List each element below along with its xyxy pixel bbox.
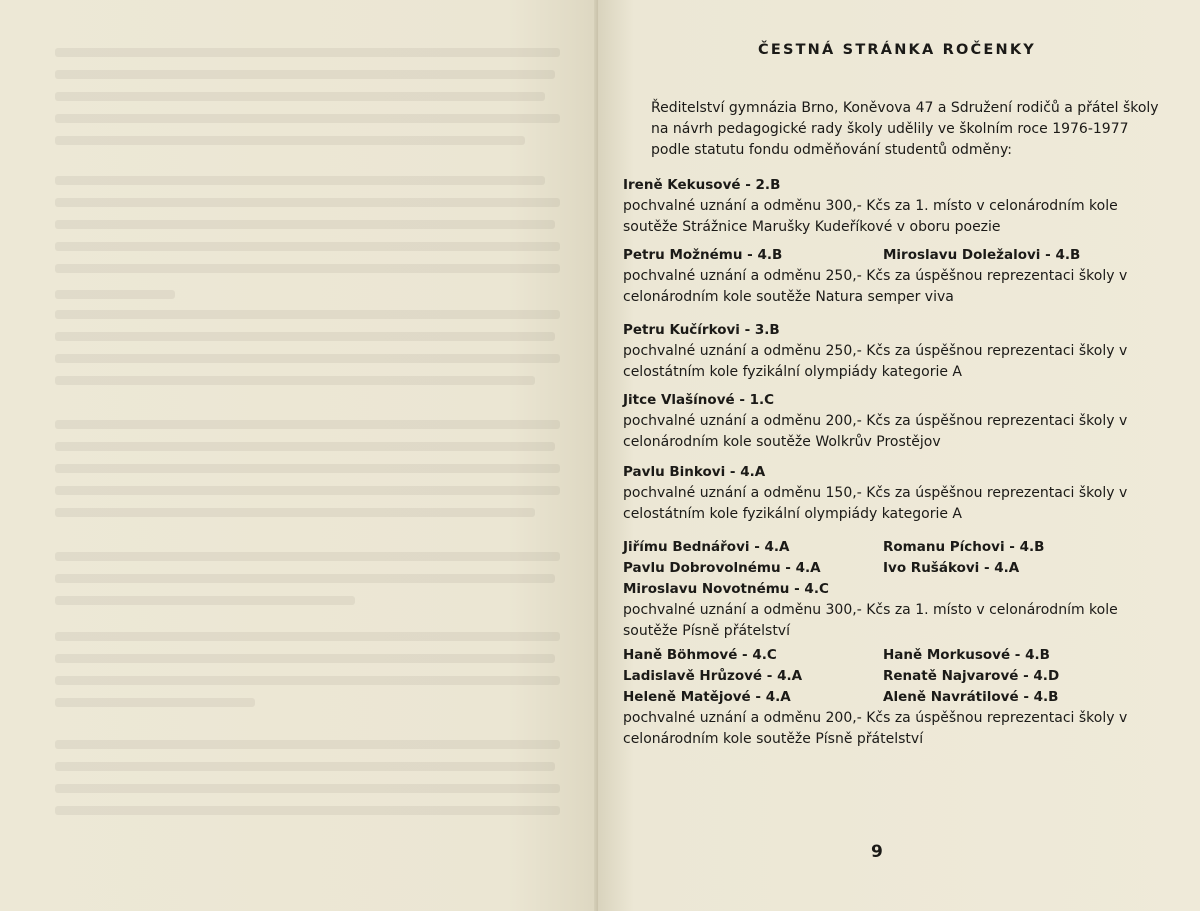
award-text: pochvalné uznání a odměnu 300,- Kčs za 1. místo v celonárodním kole soutěže Strážnice Marušky Kudeříkové v oboru poezie xyxy=(623,198,1118,235)
award-text: pochvalné uznání a odměnu 300,- Kčs za 1. místo v celonárodním kole soutěže Písně přátelství xyxy=(623,602,1118,639)
award-recipient: Petru Kučírkovi - 3.B xyxy=(623,322,780,338)
award-entry xyxy=(623,390,1163,453)
award-text: pochvalné uznání a odměnu 150,- Kčs za úspěšnou reprezentaci školy v celostátním kole fyzikální olympiády kategorie A xyxy=(623,485,1128,522)
award-recipient: Miroslavu Novotnému - 4.C xyxy=(623,581,829,597)
award-entry xyxy=(623,175,1163,238)
award-entry xyxy=(623,245,1163,308)
award-recipient: Miroslavu Doležalovi - 4.B xyxy=(883,247,1081,263)
award-entry xyxy=(623,462,1163,525)
award-text: pochvalné uznání a odměnu 200,- Kčs za úspěšnou reprezentaci školy v celonárodním kole soutěže Písně přátelství xyxy=(623,710,1128,747)
award-text: pochvalné uznání a odměnu 250,- Kčs za úspěšnou reprezentaci školy v celonárodním kole soutěže Natura semper viva xyxy=(623,268,1128,305)
award-text: pochvalné uznání a odměnu 250,- Kčs za úspěšnou reprezentaci školy v celostátním kole fyzikální olympiády kategorie A xyxy=(623,343,1128,380)
page-title: ČESTNÁ STRÁNKA ROČENKY xyxy=(758,42,1036,58)
award-recipient: Jiřímu Bednářovi - 4.A xyxy=(623,539,790,555)
award-recipient: Petru Možnému - 4.B xyxy=(623,247,783,263)
award-recipient: Aleně Navrátilové - 4.B xyxy=(883,689,1059,705)
award-entry xyxy=(623,645,1163,750)
award-recipient: Ireně Kekusové - 2.B xyxy=(623,177,781,193)
award-recipient: Romanu Píchovi - 4.B xyxy=(883,539,1045,555)
award-recipient: Ladislavě Hrůzové - 4.A xyxy=(623,668,803,684)
left-page xyxy=(0,0,598,911)
award-entry xyxy=(623,537,1163,642)
award-recipient: Haně Morkusové - 4.B xyxy=(883,647,1050,663)
award-recipient: Pavlu Dobrovolnému - 4.A xyxy=(623,560,821,576)
intro-text: Ředitelství gymnázia Brno, Koněvova 47 a Sdružení rodičů a přátel školy na návrh pedagogické rady školy udělily ve školním roce 1976-1977 podle statutu fondu odměňování studentů odměny: xyxy=(651,100,1159,158)
award-entry xyxy=(623,320,1163,383)
award-recipient: Heleně Matějové - 4.A xyxy=(623,689,791,705)
intro-paragraph xyxy=(623,98,1163,161)
award-recipient: Haně Böhmové - 4.C xyxy=(623,647,777,663)
award-recipient: Renatě Najvarové - 4.D xyxy=(883,668,1060,684)
award-text: pochvalné uznání a odměnu 200,- Kčs za úspěšnou reprezentaci školy v celonárodním kole soutěže Wolkrův Prostějov xyxy=(623,413,1128,450)
page-number: 9 xyxy=(871,842,883,862)
award-recipient: Jitce Vlašínové - 1.C xyxy=(623,392,775,408)
award-recipient: Pavlu Binkovi - 4.A xyxy=(623,464,766,480)
award-recipient: Ivo Rušákovi - 4.A xyxy=(883,560,1020,576)
